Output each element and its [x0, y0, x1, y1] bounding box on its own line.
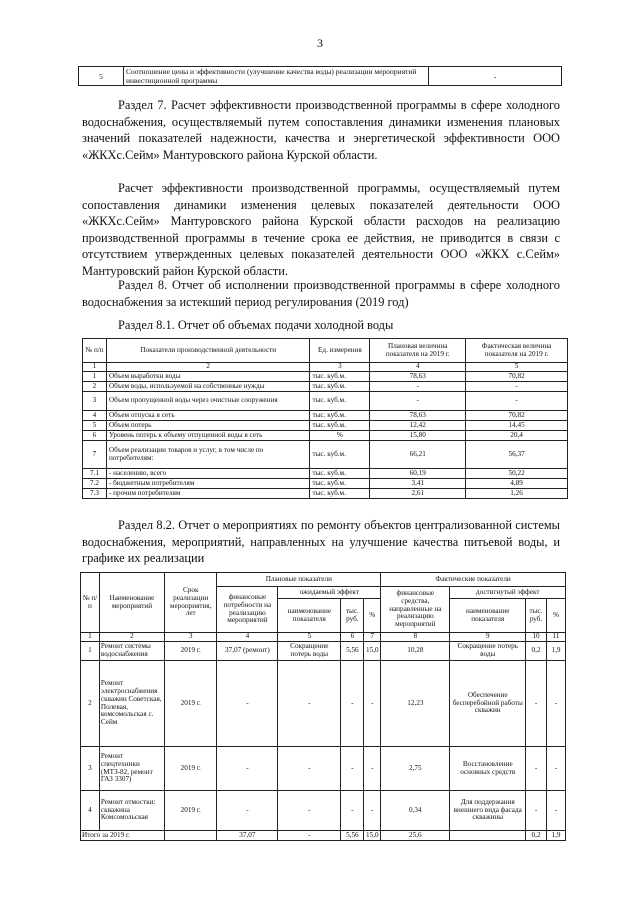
table-cell: Для поддержания внешнего вида фасада скважины: [450, 791, 526, 831]
table-cell: -: [526, 661, 547, 747]
table-cell: 10,28: [381, 642, 450, 661]
table-cell: 2,61: [370, 489, 466, 499]
table-cell: -: [341, 791, 364, 831]
table-cell: тыс. куб.м.: [310, 382, 370, 392]
table-cell: 70,82: [466, 411, 568, 421]
table-header-cell: Показатели производственной деятельности: [106, 339, 310, 363]
table-cell: 4: [83, 411, 107, 421]
table-cell: 2019 г.: [164, 747, 216, 791]
table-header-row: [83, 339, 568, 363]
table-row: [81, 747, 566, 791]
table-row: [83, 489, 568, 499]
table-cell: -: [364, 791, 381, 831]
table-cell: -: [278, 661, 341, 747]
table-cell: 7.3: [83, 489, 107, 499]
table-header-cell: Плановая величина показателя на 2019 г.: [370, 339, 466, 363]
table-cell: 78,63: [370, 411, 466, 421]
table-cell: тыс. куб.м.: [310, 392, 370, 411]
table-cell: 2: [81, 661, 100, 747]
table-cell: 0,2: [526, 831, 547, 841]
table-row: [81, 642, 566, 661]
table-cell: Соотношение цены и эффективности (улучшение качества воды) реализации мероприятий инвестиционной программы: [124, 67, 429, 86]
table-cell: -: [547, 747, 566, 791]
table-cell: -: [547, 661, 566, 747]
table-total-row: [81, 831, 566, 841]
table-header-cell: Срок реализации мероприятия, лет: [164, 573, 216, 633]
table-cell: -: [526, 747, 547, 791]
section7-paragraph-2: Расчет эффективности производственной программы, осуществляемый путем сопоставления динамики изменения целевых показателей деятельности ООО «ЖКХс.Сейм» Мантуровского района Курской области расходов на реализацию производственной программы в течение срока ее действия, не приводится в связи с отсутствием утвержденных целевых показателей деятельности ООО «ЖКХ с.Сейм» Мантуровский район Курской области.: [82, 181, 560, 278]
table-cell: 3: [81, 747, 100, 791]
table-cell: 2,75: [381, 747, 450, 791]
section7-paragraph-1: Раздел 7. Расчет эффективности производственной программы в сфере холодного водоснабжения, осуществляемый путем сопоставления динамики изменения плановых значений показателей надежности, качества и энергетической эффективности ООО «ЖКХс.Сейм» Мантуровского района Курской области.: [82, 98, 560, 162]
table-header-cell: тыс. руб.: [526, 599, 547, 633]
table-numbering-row: [81, 633, 566, 642]
table-cell: 15,0: [364, 642, 381, 661]
table-cell: 1: [81, 633, 100, 642]
table-cell: -: [429, 67, 562, 86]
table-cell: тыс. куб.м.: [310, 489, 370, 499]
table-cell: -: [278, 831, 341, 841]
table-cell: 3: [164, 633, 216, 642]
table-cell: 2: [99, 633, 164, 642]
table-cell: 5: [278, 633, 341, 642]
table-cell: %: [310, 431, 370, 441]
table-cell: [164, 831, 216, 841]
table-cell: -: [341, 661, 364, 747]
table-cell: 7.1: [83, 469, 107, 479]
table-row: [81, 661, 566, 747]
table-cell: - прочим потребителям: [106, 489, 310, 499]
table-cell: 5,56: [341, 831, 364, 841]
table-cell: Восстановление основных средств: [450, 747, 526, 791]
table-cell: Объем реализации товаров и услуг, в том числе по потребителям:: [106, 441, 310, 469]
table-cell: 2019 г.: [164, 791, 216, 831]
table-cell: -: [466, 382, 568, 392]
table-cell: 1,9: [547, 831, 566, 841]
table-header-cell: финансовые потребности на реализацию мероприятий: [217, 587, 278, 633]
table-cell: 1: [83, 363, 107, 372]
table-cell: 2019 г.: [164, 661, 216, 747]
table-row: [83, 372, 568, 382]
table-repair-measures: [80, 572, 566, 841]
table-cell: 4: [217, 633, 278, 642]
table-water-supply-volumes: [82, 338, 568, 499]
table-cell: 1,9: [547, 642, 566, 661]
table-cell: -: [370, 382, 466, 392]
table-cell: тыс. куб.м.: [310, 441, 370, 469]
table-cell: - населению, всего: [106, 469, 310, 479]
table-header-cell: достигнутый эффект: [450, 587, 566, 599]
table-cell: Обеспечение бесперебойной работы скважин: [450, 661, 526, 747]
table-header-cell: Плановые показатели: [217, 573, 381, 587]
table-cell: 7.2: [83, 479, 107, 489]
table-cell: 12,23: [381, 661, 450, 747]
table-row: [83, 479, 568, 489]
table-header-cell: Ед. измерения: [310, 339, 370, 363]
table-cell: -: [217, 661, 278, 747]
table-cell: 5: [83, 421, 107, 431]
table-cell: Итого за 2019 г.: [81, 831, 165, 841]
table-cell: 37,07: [217, 831, 278, 841]
table-cell: 4: [370, 363, 466, 372]
table-cell: 50,22: [466, 469, 568, 479]
table-cell: 8: [381, 633, 450, 642]
table-cell: тыс. куб.м.: [310, 479, 370, 489]
table-cell: 0,2: [526, 642, 547, 661]
table-cell: 1: [83, 372, 107, 382]
table-cell: [450, 831, 526, 841]
table-cell: 4,89: [466, 479, 568, 489]
table-cell: 14,45: [466, 421, 568, 431]
table-header-cell: %: [364, 599, 381, 633]
table-cell: -: [364, 747, 381, 791]
table-row: [83, 441, 568, 469]
table-row: [79, 67, 562, 86]
table-cell: 2: [83, 382, 107, 392]
table-cell: тыс. куб.м.: [310, 421, 370, 431]
table-cell: Сокращение потерь воды: [278, 642, 341, 661]
table-row: [83, 382, 568, 392]
table-header-row: [81, 573, 566, 587]
table-cell: 37,07 (ремонт): [217, 642, 278, 661]
table-cell: 66,21: [370, 441, 466, 469]
table-header-cell: Наименование мероприятий: [99, 573, 164, 633]
table-cell: тыс. куб.м.: [310, 411, 370, 421]
table-cell: Объем пропущенной воды через очистные сооружения: [106, 392, 310, 411]
table-cell: -: [466, 392, 568, 411]
table-cell: Ремонт отмостки: скважина Комсомольская: [99, 791, 164, 831]
table-cell: 2019 г.: [164, 642, 216, 661]
table-cell: Объем потерь: [106, 421, 310, 431]
table-row: [81, 791, 566, 831]
table-cell: -: [278, 747, 341, 791]
table-cell: 6: [83, 431, 107, 441]
table-header-cell: наименование показателя: [278, 599, 341, 633]
table-cell: 6: [341, 633, 364, 642]
table-header-cell: Фактические показатели: [381, 573, 566, 587]
table-cell: Ремонт системы водоснабжения: [99, 642, 164, 661]
table-cell: 2: [106, 363, 310, 372]
table-row: [83, 469, 568, 479]
table-header-cell: № п/ п: [81, 573, 100, 633]
table-cell: 12,42: [370, 421, 466, 431]
table-cell: 20,4: [466, 431, 568, 441]
table-cell: 9: [450, 633, 526, 642]
table-row: [83, 431, 568, 441]
table-row: [83, 411, 568, 421]
table-cell: тыс. куб.м.: [310, 469, 370, 479]
table-cell: 5,56: [341, 642, 364, 661]
table-cell: 0,34: [381, 791, 450, 831]
table-row: [83, 421, 568, 431]
table-cell: -: [526, 791, 547, 831]
table-cell: 7: [364, 633, 381, 642]
table-cell: 3: [310, 363, 370, 372]
table-header-cell: тыс. руб.: [341, 599, 364, 633]
table-header-cell: ожидаемый эффект: [278, 587, 381, 599]
table-cell: 15,80: [370, 431, 466, 441]
table-cell: тыс. куб.м.: [310, 372, 370, 382]
table-cell: 25,6: [381, 831, 450, 841]
table-cell: -: [217, 747, 278, 791]
table-cell: Объем воды, используемой на собственные нужды: [106, 382, 310, 392]
section82-heading: Раздел 8.2. Отчет о мероприятиях по ремонту объектов централизованной системы водоснабжения, мероприятий, направленных на улучшение качества питьевой воды, и графике их реализации: [82, 518, 560, 566]
page-number: 3: [317, 36, 323, 50]
table-cell: Объем выработки воды: [106, 372, 310, 382]
table-cell: 7: [83, 441, 107, 469]
table-cell: 3,41: [370, 479, 466, 489]
table-cell: 56,37: [466, 441, 568, 469]
table-cell: -: [547, 791, 566, 831]
table-header-cell: %: [547, 599, 566, 633]
table-cell: Сокращение потерь воды: [450, 642, 526, 661]
table-cell: 11: [547, 633, 566, 642]
section81-heading: Раздел 8.1. Отчет об объемах подачи холодной воды: [118, 318, 394, 332]
table-cell: 4: [81, 791, 100, 831]
table-cell: -: [278, 791, 341, 831]
table-cell: 1: [81, 642, 100, 661]
table-cell: 60,19: [370, 469, 466, 479]
table-cell: -: [364, 661, 381, 747]
table-cell: 5: [79, 67, 124, 86]
section8-paragraph: Раздел 8. Отчет об исполнении производственной программы в сфере холодного водоснабжения за истекший период регулирования (2019 год): [82, 278, 560, 309]
table-cell: 1,26: [466, 489, 568, 499]
table-cell: 10: [526, 633, 547, 642]
table-header-cell: № п/п: [83, 339, 107, 363]
table-cell: Объем отпуска в сеть: [106, 411, 310, 421]
table-cell: 5: [466, 363, 568, 372]
table-cell: 3: [83, 392, 107, 411]
table-header-cell: Фактическая величина показателя на 2019 г.: [466, 339, 568, 363]
table-numbering-row: [83, 363, 568, 372]
table-cell: 15,0: [364, 831, 381, 841]
table-header-cell: финансовые средства, направленные на реализацию мероприятий: [381, 587, 450, 633]
table-cell: -: [341, 747, 364, 791]
table-row: [83, 392, 568, 411]
table-cell: 70,82: [466, 372, 568, 382]
top-table-fragment: [78, 66, 562, 86]
table-cell: -: [370, 392, 466, 411]
table-cell: -: [217, 791, 278, 831]
table-cell: Уровень потерь к объему отпущенной воды в сеть: [106, 431, 310, 441]
table-header-cell: наименование показателя: [450, 599, 526, 633]
table-cell: 78,63: [370, 372, 466, 382]
table-cell: - бюджетным потребителям: [106, 479, 310, 489]
table-cell: Ремонт спецтехники (МТЗ-82, ремонт ГАЗ 3307): [99, 747, 164, 791]
table-cell: Ремонт электроснабжения скважин Советская, Полевая, комсомольская с. Сейм: [99, 661, 164, 747]
